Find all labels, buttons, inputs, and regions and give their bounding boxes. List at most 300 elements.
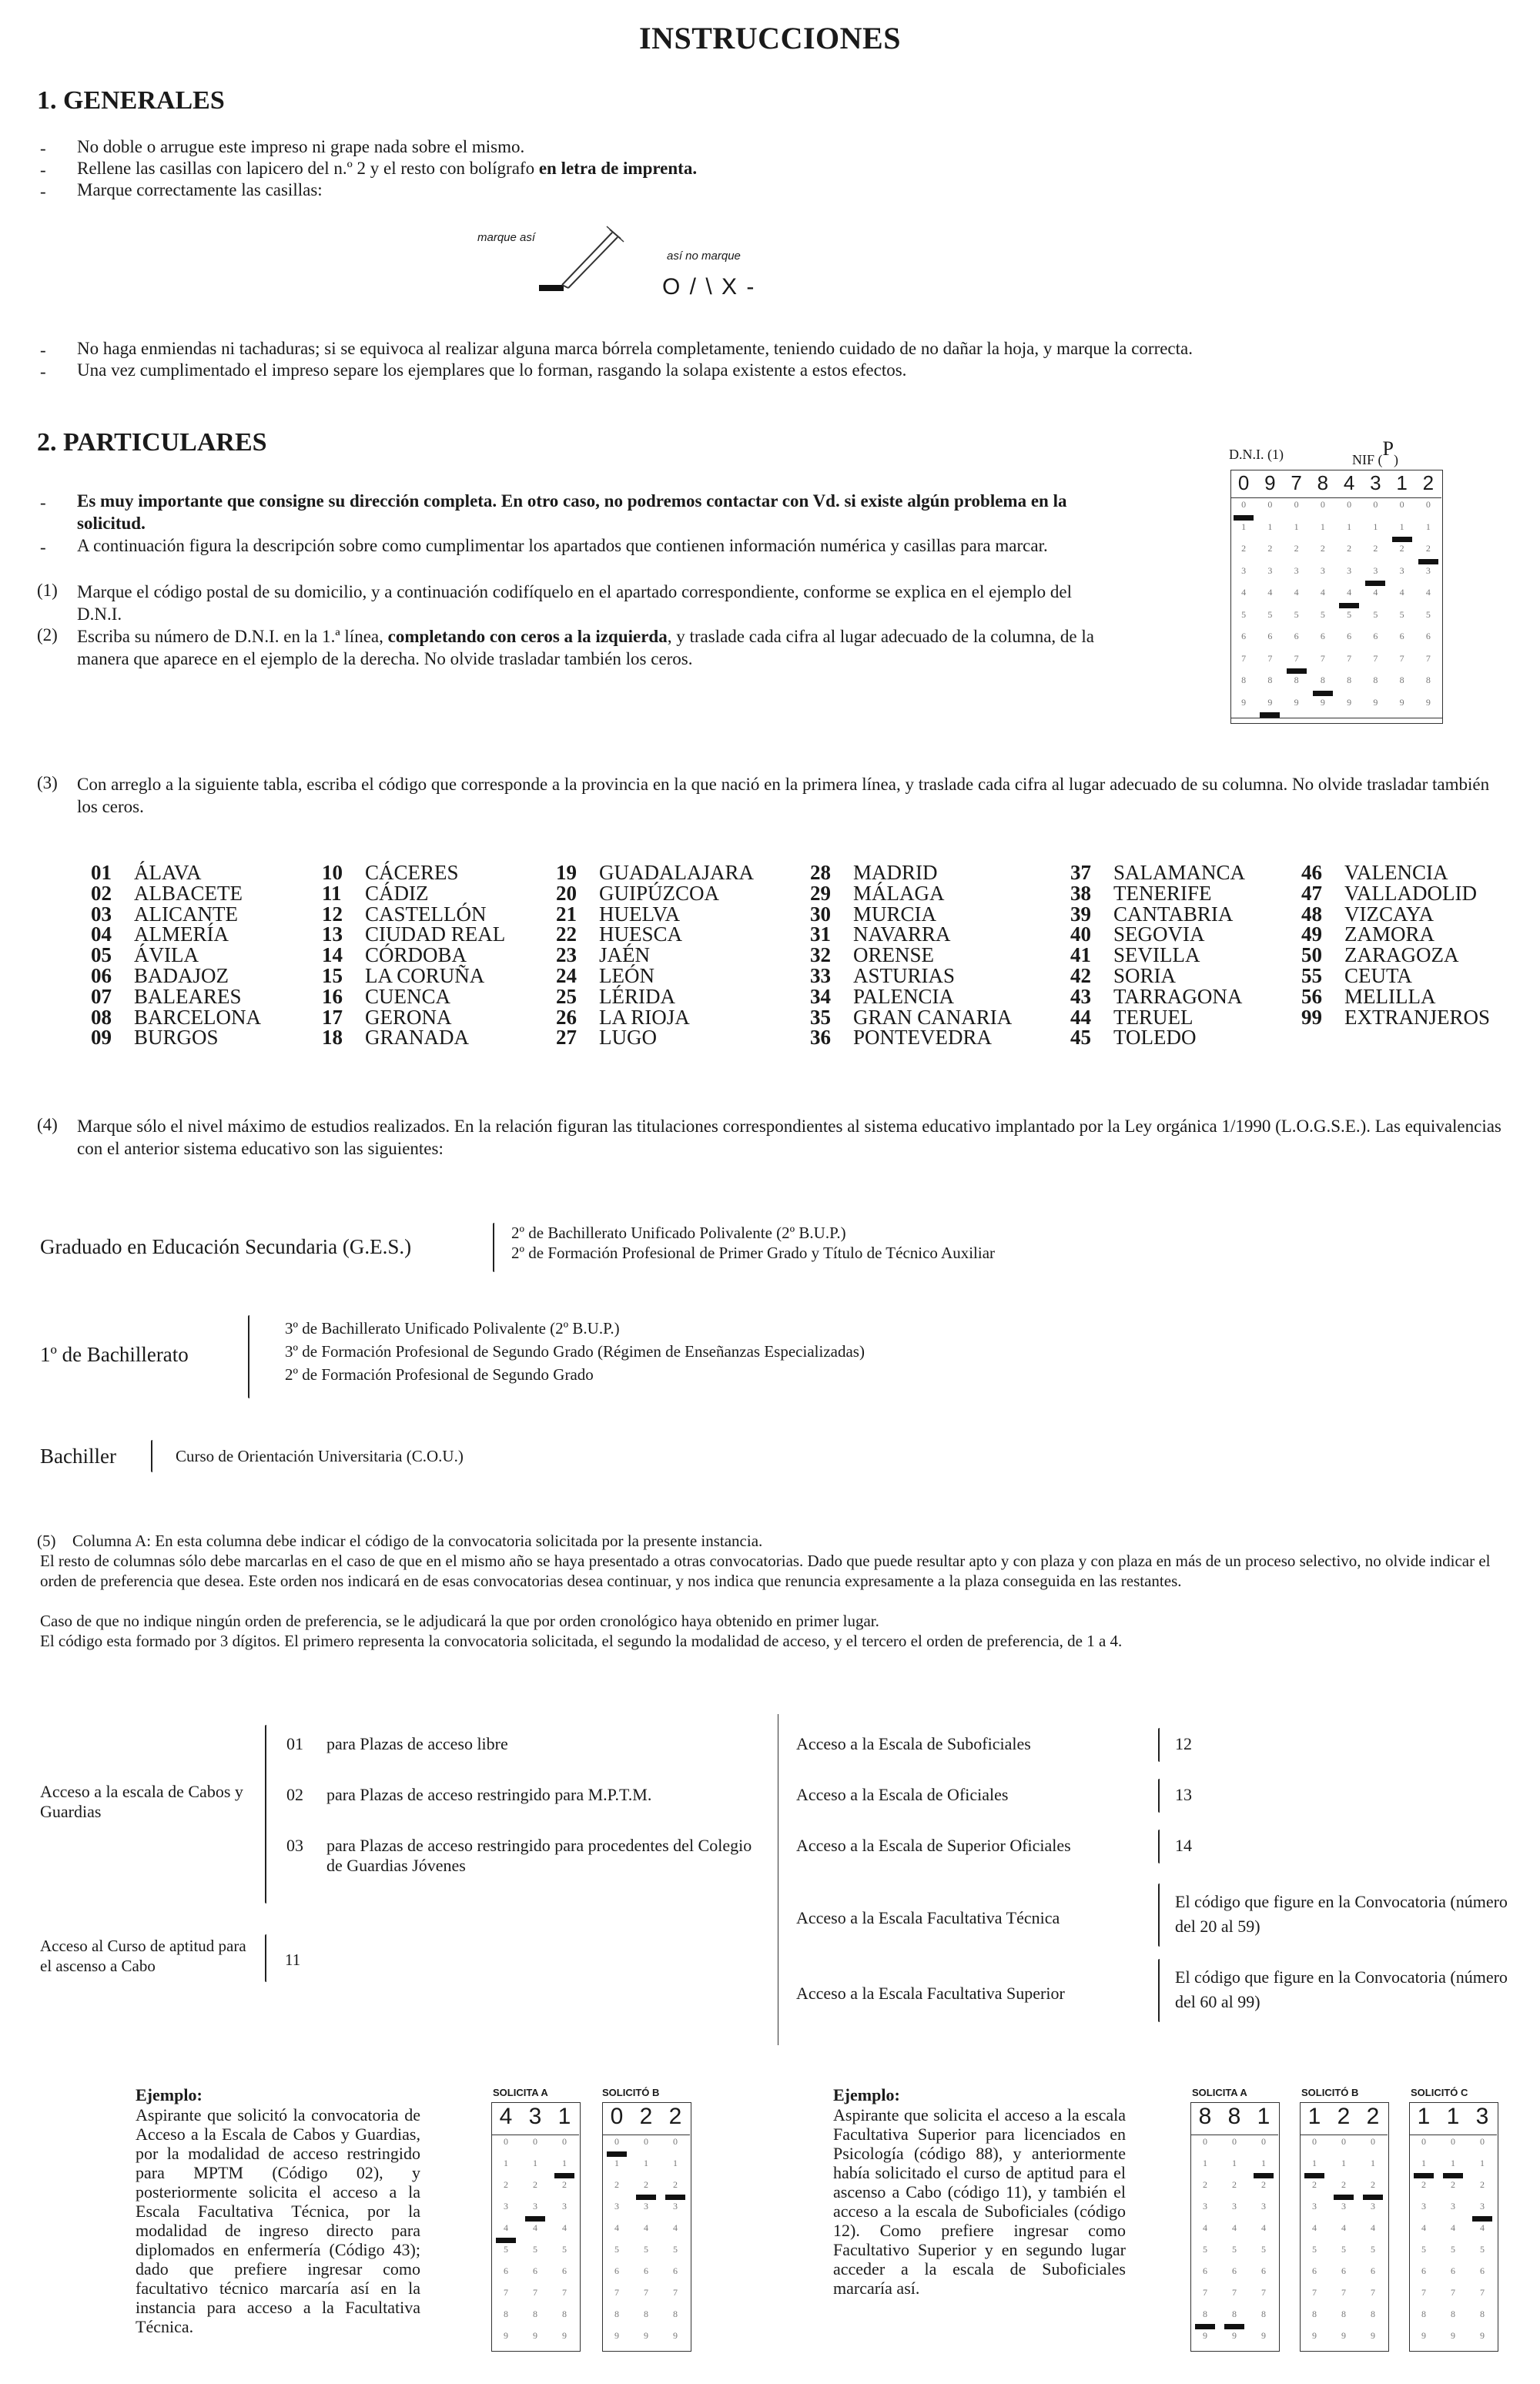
dni-bubble[interactable]: 9 (1241, 696, 1247, 708)
dni-bubble[interactable]: 0 (1241, 499, 1247, 510)
ej2-col-b-bubble[interactable]: 5 (1371, 2244, 1375, 2255)
ej2-col-b-bubble[interactable]: 7 (1341, 2287, 1346, 2298)
provincia-item: 20 GUIPÚZCOA (556, 881, 720, 905)
ej2-col-a-bubble[interactable]: 4 (1232, 2222, 1237, 2233)
dni-bubble[interactable]: 6 (1294, 631, 1299, 641)
ej2-col-c-bubble[interactable]: 8 (1421, 2309, 1426, 2319)
ej2-col-a-bubble[interactable]: 9 (1232, 2330, 1237, 2341)
ej2-col-c-bubble[interactable]: 6 (1421, 2265, 1426, 2276)
acceso-opt-3-code: 03 (286, 1836, 303, 1855)
ej2-col-b-bubble[interactable]: 3 (1341, 2201, 1346, 2212)
nif-label: NIF (P) (1352, 437, 1398, 467)
ej1-col-a-bubble[interactable]: 8 (533, 2309, 537, 2319)
dni-bubble[interactable]: 5 (1294, 608, 1299, 620)
acceso-cabos-label: Acceso a la escala de Cabos y Guardias (40, 1782, 243, 1821)
dni-bubble[interactable]: 5 (1241, 608, 1247, 620)
ej2-col-a-bubble[interactable]: 2 (1203, 2179, 1207, 2190)
ej2-col-b-bubble[interactable]: 0 (1371, 2136, 1375, 2147)
ej1-col-b-bubble[interactable]: 6 (644, 2265, 648, 2276)
ej1-col-b-mark (607, 2151, 627, 2157)
dni-bubble[interactable]: 0 (1399, 499, 1404, 510)
provincia-item: 33 ASTURIAS (810, 964, 956, 987)
ej1-col-b-bubble[interactable]: 6 (614, 2265, 619, 2276)
ej2-col-b-bubble[interactable]: 1 (1371, 2158, 1375, 2168)
ej1-col-a-bubble[interactable]: 2 (533, 2179, 537, 2190)
dni-bubble[interactable]: 1 (1373, 521, 1378, 532)
dni-bubble[interactable]: 6 (1399, 631, 1404, 641)
dni-mark (1313, 691, 1333, 696)
ej1-col-a-bubble[interactable]: 1 (504, 2158, 508, 2168)
dni-bubble[interactable]: 4 (1347, 587, 1352, 598)
provincia-item: 05 ÁVILA (91, 943, 199, 967)
provincia-item: 06 BADAJOZ (91, 964, 229, 987)
ej2-col-a-bubble[interactable]: 2 (1232, 2179, 1237, 2190)
ej2-col-a-bubble[interactable]: 4 (1203, 2222, 1207, 2233)
dni-bubble[interactable]: 7 (1373, 652, 1378, 664)
dni-digit: 9 (1264, 471, 1276, 494)
ej1-col-b-bubble[interactable]: 3 (673, 2201, 678, 2212)
dni-bubble[interactable]: 1 (1347, 521, 1352, 532)
ej1-col-b-bubble[interactable]: 0 (614, 2136, 619, 2147)
ej2-col-a-mark (1224, 2324, 1244, 2329)
equiv-bach1-item-2: 3º de Formación Profesional de Segundo Grado (Régimen de Enseñanzas Especializadas) (285, 1342, 865, 1361)
provincia-item: 32 ORENSE (810, 943, 935, 967)
provincia-item: 40 SEGOVIA (1070, 922, 1205, 946)
dni-bubble[interactable]: 8 (1241, 675, 1247, 685)
dni-bubble[interactable]: 6 (1347, 631, 1352, 641)
ej2-col-b-bubble[interactable]: 4 (1371, 2222, 1375, 2233)
provincia-item: 12 CASTELLÓN (322, 902, 487, 926)
ej2-col-c-bubble[interactable]: 9 (1421, 2330, 1426, 2341)
ej2-col-c-bubble[interactable]: 8 (1451, 2309, 1455, 2319)
ej1-col-a-bubble[interactable]: 6 (504, 2265, 508, 2276)
section-particulares-heading: 2. PARTICULARES (37, 428, 267, 457)
dni-bubble[interactable]: 3 (1294, 564, 1299, 576)
ej2-col-a-bubble[interactable]: 8 (1203, 2309, 1207, 2319)
dni-bubble[interactable]: 4 (1425, 587, 1431, 598)
ej2-col-b-bubble[interactable]: 4 (1341, 2222, 1346, 2233)
dni-bubble[interactable]: 2 (1399, 543, 1404, 554)
ej2-col-a-bubble[interactable]: 0 (1232, 2136, 1237, 2147)
note-5-label: (5) (37, 1532, 56, 1550)
acceso-curso-label: Acceso al Curso de aptitud para el ascenso a Cabo (40, 1937, 246, 1975)
ej1-col-b-bubble[interactable]: 8 (644, 2309, 648, 2319)
provincia-item: 55 CEUTA (1301, 964, 1412, 987)
ej2-col-b-bubble[interactable]: 1 (1341, 2158, 1346, 2168)
dni-bubble[interactable]: 1 (1294, 521, 1299, 532)
ej1-col-b-bubble[interactable]: 4 (644, 2222, 648, 2233)
ej1-col-a-bubble[interactable]: 5 (504, 2244, 508, 2255)
ej1-col-b-bubble[interactable]: 8 (614, 2309, 619, 2319)
ej2-col-c-digit: 3 (1475, 2104, 1489, 2129)
dni-bubble[interactable]: 2 (1294, 543, 1299, 554)
ej1-col-a-bubble[interactable]: 7 (562, 2287, 567, 2298)
ejemplo-2-col-c-label: SOLICITÓ C (1411, 2087, 1468, 2098)
ej2-col-c-bubble[interactable]: 5 (1421, 2244, 1426, 2255)
ej1-col-b-bubble[interactable]: 4 (614, 2222, 619, 2233)
note-2: Escriba su número de D.N.I. en la 1.ª línea, completando con ceros a la izquierda, y traslade cada cifra al lugar adecuado de la columna, de la manera que aparece en el ejemplo de la derecha. No olvide trasladar también los ceros. (77, 627, 1094, 668)
provincia-item: 23 JAÉN (556, 943, 650, 967)
ej2-col-c-bubble[interactable]: 3 (1451, 2201, 1455, 2212)
provincia-item: 16 CUENCA (322, 984, 451, 1008)
ej2-col-a-bubble[interactable]: 9 (1203, 2330, 1207, 2341)
ej2-col-b-bubble[interactable]: 6 (1312, 2265, 1317, 2276)
dni-bubble[interactable]: 9 (1267, 696, 1273, 708)
ej1-col-a-bubble[interactable]: 9 (504, 2330, 508, 2341)
ej2-col-a-bubble[interactable]: 5 (1232, 2244, 1237, 2255)
dni-bubble[interactable]: 5 (1399, 608, 1404, 620)
ej1-col-b-bubble[interactable]: 4 (673, 2222, 678, 2233)
ej2-col-a-bubble[interactable]: 6 (1203, 2265, 1207, 2276)
ej1-col-a-bubble[interactable]: 3 (504, 2201, 508, 2212)
provincia-item: 44 TERUEL (1070, 1005, 1194, 1029)
dni-bubble[interactable]: 6 (1320, 631, 1325, 641)
dni-bubble[interactable]: 2 (1425, 543, 1431, 554)
ej1-col-a-bubble[interactable]: 0 (504, 2136, 508, 2147)
ej1-col-b-bubble[interactable]: 2 (644, 2179, 648, 2190)
ej1-col-b-bubble[interactable]: 7 (614, 2287, 619, 2298)
provincia-item: 37 SALAMANCA (1070, 861, 1246, 884)
ej2-col-b-bubble[interactable]: 0 (1341, 2136, 1346, 2147)
ej2-col-b-bubble[interactable]: 8 (1341, 2309, 1346, 2319)
ej1-col-a-bubble[interactable]: 3 (562, 2201, 567, 2212)
ej2-col-a-bubble[interactable]: 6 (1232, 2265, 1237, 2276)
dni-bubble[interactable]: 4 (1241, 587, 1247, 598)
ej1-col-a-bubble[interactable]: 5 (562, 2244, 567, 2255)
dni-bubble[interactable]: 2 (1347, 543, 1352, 554)
dni-bubble[interactable]: 1 (1399, 521, 1404, 532)
dni-bubble[interactable]: 4 (1399, 587, 1404, 598)
ej1-col-b-bubble[interactable]: 7 (644, 2287, 648, 2298)
dni-bubble[interactable]: 5 (1347, 608, 1352, 620)
ej1-col-b-bubble[interactable]: 9 (673, 2330, 678, 2341)
ej2-col-b-bubble[interactable]: 9 (1371, 2330, 1375, 2341)
ej2-col-c-bubble[interactable]: 8 (1480, 2309, 1485, 2319)
dni-bubble[interactable]: 3 (1399, 564, 1404, 576)
dni-bubble[interactable]: 3 (1425, 564, 1431, 576)
acceso-opt-3-text: para Plazas de acceso restringido para procedentes del Colegio de Guardias Jóvenes (326, 1836, 752, 1875)
ej2-col-c-bubble[interactable]: 3 (1421, 2201, 1426, 2212)
ej2-col-c-bubble[interactable]: 5 (1480, 2244, 1485, 2255)
dni-bubble[interactable]: 0 (1267, 499, 1273, 510)
provincia-item: 47 VALLADOLID (1301, 881, 1477, 905)
provincia-item: 49 ZAMORA (1301, 922, 1435, 946)
dni-bubble[interactable]: 7 (1347, 652, 1352, 664)
ej2-col-c-bubble[interactable]: 2 (1480, 2179, 1485, 2190)
intro-note: A continuación figura la descripción sobre como cumplimentar los apartados que contienen información numérica y casillas para marcar. (77, 536, 1048, 555)
dni-bubble[interactable]: 2 (1373, 543, 1378, 554)
pencil-icon (524, 223, 631, 300)
dni-bubble[interactable]: 7 (1294, 652, 1299, 664)
ej1-col-a-bubble[interactable]: 2 (562, 2179, 567, 2190)
dni-bubble[interactable]: 1 (1425, 521, 1431, 532)
ej2-col-c-bubble[interactable]: 5 (1451, 2244, 1455, 2255)
ej1-col-b-bubble[interactable]: 1 (673, 2158, 678, 2168)
ej2-col-c-bubble[interactable]: 9 (1451, 2330, 1455, 2341)
ej1-col-a-bubble[interactable]: 8 (504, 2309, 508, 2319)
ej2-col-b-mark (1334, 2195, 1354, 2200)
dni-bubble[interactable]: 0 (1425, 499, 1431, 510)
ej2-col-a-bubble[interactable]: 7 (1261, 2287, 1266, 2298)
ej1-col-a-bubble[interactable]: 1 (562, 2158, 567, 2168)
dni-bubble[interactable]: 7 (1241, 652, 1247, 664)
ej1-col-b-bubble[interactable]: 9 (644, 2330, 648, 2341)
provincia-item: 39 CANTABRIA (1070, 902, 1234, 926)
ej2-col-a-bubble[interactable]: 4 (1261, 2222, 1266, 2233)
ej2-col-c-bubble[interactable]: 0 (1421, 2136, 1426, 2147)
provincia-item: 29 MÁLAGA (810, 881, 945, 905)
ej2-col-a-mark (1254, 2173, 1274, 2178)
escala-2-label: Acceso a la Escala de Oficiales (796, 1785, 1009, 1804)
section-generales-heading: 1. GENERALES (37, 86, 225, 115)
provincias-table (91, 862, 1523, 1055)
ej1-col-a-bubble[interactable]: 3 (533, 2201, 537, 2212)
ej1-col-a-bubble[interactable]: 9 (562, 2330, 567, 2341)
ejemplo-1-title: Ejemplo: (136, 2085, 203, 2104)
dni-bubble[interactable]: 7 (1267, 652, 1273, 664)
ej1-col-b-bubble[interactable]: 5 (644, 2244, 648, 2255)
ejemplo-2-title: Ejemplo: (833, 2085, 900, 2104)
ej1-col-b-bubble[interactable]: 2 (614, 2179, 619, 2190)
dni-bubble[interactable]: 2 (1267, 543, 1273, 554)
ej2-col-c-bubble[interactable]: 2 (1421, 2179, 1426, 2190)
ej2-col-a-bubble[interactable]: 1 (1232, 2158, 1237, 2168)
acceso-opt-2-code: 02 (286, 1785, 303, 1804)
ej2-col-c-bubble[interactable]: 0 (1451, 2136, 1455, 2147)
ej2-col-a-bubble[interactable]: 0 (1261, 2136, 1266, 2147)
ej2-col-a-bubble[interactable]: 8 (1261, 2309, 1266, 2319)
ej2-col-b-bubble[interactable]: 4 (1312, 2222, 1317, 2233)
ej2-col-b-bubble[interactable]: 2 (1341, 2179, 1346, 2190)
ej2-col-c-bubble[interactable]: 1 (1451, 2158, 1455, 2168)
dni-bubble[interactable]: 0 (1347, 499, 1352, 510)
dni-mark (1418, 559, 1438, 564)
ej2-col-a-bubble[interactable]: 7 (1232, 2287, 1237, 2298)
ej1-col-b-bubble[interactable]: 0 (673, 2136, 678, 2147)
dni-bubble[interactable]: 7 (1320, 652, 1325, 664)
ej2-col-b-bubble[interactable]: 1 (1312, 2158, 1317, 2168)
ej1-col-a-bubble[interactable]: 4 (533, 2222, 537, 2233)
note-1: Marque el código postal de su domicilio, y a continuación codifíquelo en el apartado correspondiente, conforme se explica en el ejemplo del D.N.I. (77, 582, 1073, 624)
ej2-col-a-bubble[interactable]: 3 (1203, 2201, 1207, 2212)
ej1-col-b-bubble[interactable]: 8 (673, 2309, 678, 2319)
ej1-col-b-bubble[interactable]: 9 (614, 2330, 619, 2341)
general-item-5: Una vez cumplimentado el impreso separe los ejemplares que lo forman, rasgando la solapa existente a estos efectos. (77, 360, 907, 380)
dni-bubble[interactable]: 6 (1373, 631, 1378, 641)
dni-bubble[interactable]: 1 (1267, 521, 1273, 532)
equiv-ges-item-1: 2º de Bachillerato Unificado Polivalente (2º B.U.P.) (511, 1224, 846, 1242)
ej2-col-b-bubble[interactable]: 3 (1371, 2201, 1375, 2212)
dni-bubble[interactable]: 3 (1320, 564, 1325, 576)
dni-bubble[interactable]: 9 (1399, 696, 1404, 708)
ej2-col-b-bubble[interactable]: 7 (1312, 2287, 1317, 2298)
dni-bubble[interactable]: 8 (1294, 675, 1299, 685)
note-1-label: (1) (37, 581, 58, 600)
ej2-col-c-bubble[interactable]: 0 (1480, 2136, 1485, 2147)
ej1-col-a-bubble[interactable]: 5 (533, 2244, 537, 2255)
ej2-col-c-bubble[interactable]: 2 (1451, 2179, 1455, 2190)
dni-bubble[interactable]: 5 (1320, 608, 1325, 620)
provincia-item: 43 TARRAGONA (1070, 984, 1243, 1008)
provincia-item: 09 BURGOS (91, 1026, 219, 1050)
ej1-col-b-bubble[interactable]: 3 (614, 2201, 619, 2212)
note-5-line-4: El código esta formado por 3 dígitos. El primero representa la convocatoria solicitada, el segundo la modalidad de acceso, y el tercero el orden de preferencia, de 1 a 4. (40, 1632, 1123, 1650)
dni-bubble[interactable]: 3 (1347, 564, 1352, 576)
ej2-col-a-digit: 8 (1198, 2104, 1212, 2129)
ej1-col-a-bubble[interactable]: 6 (533, 2265, 537, 2276)
ej2-col-b-bubble[interactable]: 2 (1312, 2179, 1317, 2190)
dni-bubble[interactable]: 6 (1241, 631, 1247, 641)
ej2-col-a-bubble[interactable]: 5 (1261, 2244, 1266, 2255)
dni-mark (1234, 515, 1254, 521)
ej1-col-b-bubble[interactable]: 1 (614, 2158, 619, 2168)
ej2-col-a-bubble[interactable]: 3 (1261, 2201, 1266, 2212)
ej2-col-b-bubble[interactable]: 9 (1312, 2330, 1317, 2341)
ej2-col-c-bubble[interactable]: 6 (1451, 2265, 1455, 2276)
ej1-col-b-bubble[interactable]: 3 (644, 2201, 648, 2212)
provincia-item: 07 BALEARES (91, 984, 242, 1008)
ej2-col-c-bubble[interactable]: 3 (1480, 2201, 1485, 2212)
ej1-col-a-bubble[interactable]: 4 (562, 2222, 567, 2233)
escala-5-code: El código que figure en la Convocatoria (número del 60 al 99) (1175, 1967, 1508, 2011)
note-2-label: (2) (37, 625, 58, 645)
dni-bubble[interactable]: 8 (1267, 675, 1273, 685)
ej1-col-a-bubble[interactable]: 4 (504, 2222, 508, 2233)
ej1-col-a-bubble[interactable]: 7 (533, 2287, 537, 2298)
dni-bubble[interactable]: 3 (1241, 564, 1247, 576)
ej1-col-b-bubble[interactable]: 0 (644, 2136, 648, 2147)
ej1-col-b-bubble[interactable]: 5 (673, 2244, 678, 2255)
ej2-col-b-bubble[interactable]: 5 (1341, 2244, 1346, 2255)
dni-bubble[interactable]: 3 (1373, 564, 1378, 576)
dni-bubble[interactable]: 6 (1425, 631, 1431, 641)
ej2-col-a-bubble[interactable]: 9 (1261, 2330, 1266, 2341)
dni-bubble[interactable]: 3 (1267, 564, 1273, 576)
provincia-item: 19 GUADALAJARA (556, 861, 754, 884)
ej2-col-b-bubble[interactable]: 8 (1371, 2309, 1375, 2319)
ej2-col-b-bubble[interactable]: 2 (1371, 2179, 1375, 2190)
provincia-item: 15 LA CORUÑA (322, 964, 485, 987)
dni-bubble[interactable]: 9 (1320, 696, 1325, 708)
dni-bubble[interactable]: 7 (1399, 652, 1404, 664)
dni-bubble[interactable]: 1 (1320, 521, 1325, 532)
ej1-col-b-bubble[interactable]: 5 (614, 2244, 619, 2255)
ej2-col-c-bubble[interactable]: 7 (1421, 2287, 1426, 2298)
ej2-col-c-bubble[interactable]: 4 (1480, 2222, 1485, 2233)
dni-bubble[interactable]: 8 (1347, 675, 1352, 685)
ej1-col-a-bubble[interactable]: 8 (562, 2309, 567, 2319)
general-item-2: Rellene las casillas con lapicero del n.º 2 y el resto con bolígrafo en letra de imprenta. (77, 159, 698, 178)
ej2-col-c-bubble[interactable]: 6 (1480, 2265, 1485, 2276)
ej2-col-c-bubble[interactable]: 4 (1451, 2222, 1455, 2233)
ej2-col-c-bubble[interactable]: 4 (1421, 2222, 1426, 2233)
dni-bubble[interactable]: 0 (1294, 499, 1299, 510)
dni-bubble[interactable]: 7 (1425, 652, 1431, 664)
ej2-col-c-bubble[interactable]: 1 (1480, 2158, 1485, 2168)
ej2-col-a-bubble[interactable]: 2 (1261, 2179, 1266, 2190)
dni-digit: 2 (1422, 471, 1435, 494)
ej1-col-a-bubble[interactable]: 0 (562, 2136, 567, 2147)
ej2-col-c-bubble[interactable]: 9 (1480, 2330, 1485, 2341)
dni-bubble[interactable]: 4 (1294, 587, 1299, 598)
dni-bubble[interactable]: 9 (1425, 696, 1431, 708)
ej2-col-a-bubble[interactable]: 0 (1203, 2136, 1207, 2147)
ej2-col-b-bubble[interactable]: 6 (1341, 2265, 1346, 2276)
dni-bubble[interactable]: 9 (1373, 696, 1378, 708)
ej1-col-a-bubble[interactable]: 2 (504, 2179, 508, 2190)
provincia-item: 45 TOLEDO (1070, 1026, 1197, 1050)
dni-bubble[interactable]: 5 (1373, 608, 1378, 620)
ej1-col-a-bubble[interactable]: 7 (504, 2287, 508, 2298)
dni-bubble[interactable]: 2 (1241, 543, 1247, 554)
ej1-col-a-bubble[interactable]: 9 (533, 2330, 537, 2341)
ej1-col-a-mark (496, 2238, 516, 2243)
acceso-opt-2-text: para Plazas de acceso restringido para M.P.T.M. (326, 1785, 652, 1804)
ej1-col-b-bubble[interactable]: 2 (673, 2179, 678, 2190)
ej1-col-a-bubble[interactable]: 6 (562, 2265, 567, 2276)
escala-3-label: Acceso a la Escala de Superior Oficiales (796, 1836, 1071, 1855)
dni-bubble[interactable]: 4 (1267, 587, 1273, 598)
ej2-col-a-bubble[interactable]: 8 (1232, 2309, 1237, 2319)
ej2-col-c-bubble[interactable]: 1 (1421, 2158, 1426, 2168)
dni-bubble[interactable]: 9 (1347, 696, 1352, 708)
dni-bubble[interactable]: 6 (1267, 631, 1273, 641)
dni-bubble[interactable]: 5 (1267, 608, 1273, 620)
ej2-col-c-bubble[interactable]: 7 (1451, 2287, 1455, 2298)
ej2-col-b-bubble[interactable]: 0 (1312, 2136, 1317, 2147)
ej2-col-a-bubble[interactable]: 1 (1261, 2158, 1266, 2168)
ej2-col-b-bubble[interactable]: 3 (1312, 2201, 1317, 2212)
ej2-col-a-bubble[interactable]: 3 (1232, 2201, 1237, 2212)
dni-bubble[interactable]: 8 (1373, 675, 1378, 685)
dni-bubble[interactable]: 0 (1373, 499, 1378, 510)
ej2-col-b-bubble[interactable]: 6 (1371, 2265, 1375, 2276)
ej2-col-c-bubble[interactable]: 7 (1480, 2287, 1485, 2298)
dni-bubble[interactable]: 1 (1241, 521, 1247, 532)
dni-bubble[interactable]: 5 (1425, 608, 1431, 620)
equiv-bachiller-name: Bachiller (40, 1445, 116, 1468)
note-5-line-1: Columna A: En esta columna debe indicar el código de la convocatoria solicitada por la presente instancia. (72, 1532, 763, 1550)
ej2-col-a-bubble[interactable]: 5 (1203, 2244, 1207, 2255)
ej1-col-a-bubble[interactable]: 0 (533, 2136, 537, 2147)
ej2-col-a-bubble[interactable]: 1 (1203, 2158, 1207, 2168)
ej2-col-b-bubble[interactable]: 7 (1371, 2287, 1375, 2298)
dni-bubble[interactable]: 0 (1320, 499, 1325, 510)
ej1-col-b-bubble[interactable]: 6 (673, 2265, 678, 2276)
ej2-col-b-mark (1304, 2173, 1324, 2178)
ej1-col-b-bubble[interactable]: 7 (673, 2287, 678, 2298)
dni-bubble[interactable]: 8 (1425, 675, 1431, 685)
ej2-col-b-bubble[interactable]: 8 (1312, 2309, 1317, 2319)
ej2-col-a-bubble[interactable]: 6 (1261, 2265, 1266, 2276)
dni-bubble[interactable]: 2 (1320, 543, 1325, 554)
dni-bubble[interactable]: 4 (1320, 587, 1325, 598)
dni-bubble[interactable]: 9 (1294, 696, 1299, 708)
dni-digit: 0 (1237, 471, 1250, 494)
provincia-item: 10 CÁCERES (322, 861, 459, 884)
general-item-4: No haga enmiendas ni tachaduras; si se equivoca al realizar alguna marca bórrela completamente, teniendo cuidado de no dañar la hoja, y marque la correcta. (77, 339, 1193, 358)
ej1-col-b-bubble[interactable]: 1 (644, 2158, 648, 2168)
ej1-col-a-bubble[interactable]: 1 (533, 2158, 537, 2168)
provincia-item: 26 LA RIOJA (556, 1005, 690, 1029)
dni-bubble[interactable]: 8 (1320, 675, 1325, 685)
note-5-line-2: El resto de columnas sólo debe marcarlas en el caso de que en el mismo año se haya presentado a otras convocatorias. Dado que puede resultar apto y con plaza y con plaza en más de un proceso selectivo, no olvide indicar el orden de preferencia que desea. Este orden nos indicará en de esas convocatorias desea continuar, y nos indica que renuncia expresamente a la plaza conseguida en las restantes. (40, 1552, 1491, 1590)
ej2-col-a-bubble[interactable]: 7 (1203, 2287, 1207, 2298)
dni-bubble[interactable]: 4 (1373, 587, 1378, 598)
ej2-col-b-bubble[interactable]: 5 (1312, 2244, 1317, 2255)
ej2-col-b-bubble[interactable]: 9 (1341, 2330, 1346, 2341)
dni-bubble[interactable]: 8 (1399, 675, 1404, 685)
